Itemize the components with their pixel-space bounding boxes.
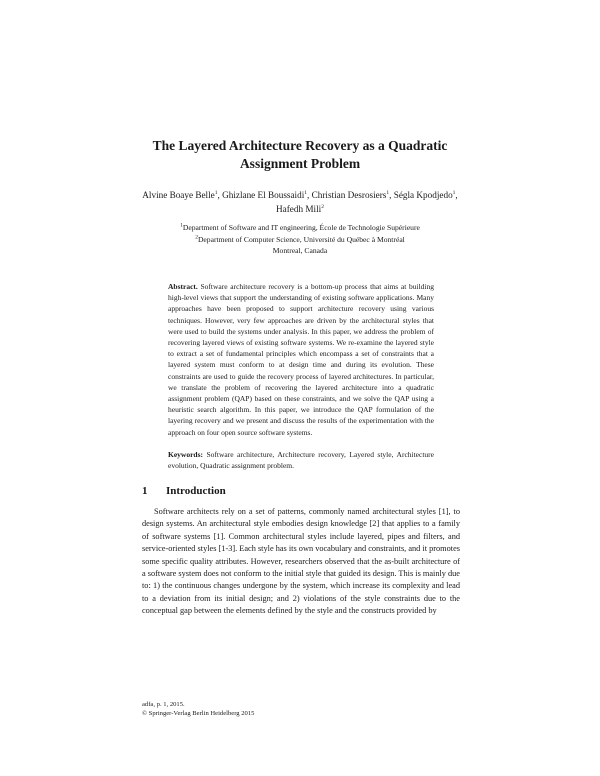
author-separator: , (455, 190, 458, 200)
author-name: Hafedh Mili (276, 204, 322, 214)
section-title: Introduction (166, 485, 226, 497)
affiliation-text: Department of Computer Science, Université du Québec à Montréal (197, 234, 405, 244)
author-name: Alvine Boaye Belle (142, 190, 215, 200)
affiliation-mark: 1 (180, 222, 183, 229)
footer-copyright: © Springer-Verlag Berlin Heidelberg 2015 (142, 710, 255, 718)
title-line-2: Assignment Problem (239, 156, 361, 171)
author-name: Ségla Kpodjedo (393, 190, 453, 200)
author-line-1 (110, 188, 490, 202)
section-number: 1 (142, 485, 148, 497)
author-list (110, 188, 490, 216)
footer-citation: adfa, p. 1, 2015. (142, 701, 185, 708)
affiliation-location: Montreal, Canada (272, 246, 328, 256)
abstract (168, 281, 434, 438)
author-name: Ghizlane El Boussaidi (222, 190, 305, 200)
affiliations (120, 222, 480, 257)
paper-title (100, 137, 500, 173)
author-separator: , (217, 190, 223, 200)
author-separator: , (389, 190, 394, 200)
affiliation-text: Department of Software and IT engineering, École de Technologie Supérieure (182, 223, 420, 232)
author-separator: , (307, 190, 312, 200)
keywords (168, 449, 434, 471)
keywords-label: Keywords: (168, 450, 203, 459)
author-affiliation-mark: 2 (321, 203, 324, 210)
author-affiliation-mark: 1 (304, 189, 308, 196)
affiliation (120, 234, 480, 246)
page-footer (142, 700, 254, 719)
affiliation-mark: 2 (195, 234, 198, 241)
author-name: Christian Desrosiers (311, 190, 387, 200)
author-affiliation-mark: 1 (386, 189, 390, 196)
author-affiliation-mark: 1 (214, 189, 218, 196)
keywords-text: Software architecture, Architecture recovery, Layered style, Architecture evolution, Quadratic assignment problem. (168, 450, 435, 471)
affiliation (120, 222, 480, 234)
section-heading (142, 485, 226, 497)
abstract-label: Abstract. (168, 282, 198, 291)
intro-paragraph: Software architects rely on a set of patterns, commonly named architectural styles [1], to design systems. An architectural style embodies design knowledge [2] that applies to a family of software systems [1]. Common architectural styles include layered, pipes and filters, and service-oriented styles [1-3]. Each style has its own vocabulary and constraints, and it promotes some specific quality attributes. However, researchers observed that the as-built architecture of a software system does not conform to the initial style that guided its design. This is mainly due to: 1) the continuous changes undergone by the system, which increase its complexity and lead to a deviation from its initial design; and 2) violations of the style constraints due to the conceptual gap between the elements defined by the style and the constructs provided by (142, 507, 460, 616)
author-line-2 (110, 202, 490, 216)
author-affiliation-mark: 1 (452, 189, 456, 196)
abstract-text: Software architecture recovery is a bottom-up process that aims at building high-level views that support the understanding of existing software applications. Many approaches have been proposed to support architecture recovery using various techniques. However, very few approaches are driven by the architectural styles that were used to build the systems under analysis. In this paper, we address the problem of recovering layered views of existing software systems. We re-examine the layered style to extract a set of fundamental principles which encompass a set of constraints that a layered system must conform to at design time and during its evolution. These constraints are used to guide the recovery process of layered architectures. In particular, we translate the problem of recovering the layered architecture into a quadratic assignment problem (QAP) based on these constraints, and we solve the QAP using a heuristic search algorithm. In this paper, we introduce the QAP formulation of the layering recovery and we present and discuss the results of the experimentation with the approach on four open source software systems. (168, 282, 434, 437)
title-line-1: The Layered Architecture Recovery as a Quadratic (152, 138, 448, 153)
